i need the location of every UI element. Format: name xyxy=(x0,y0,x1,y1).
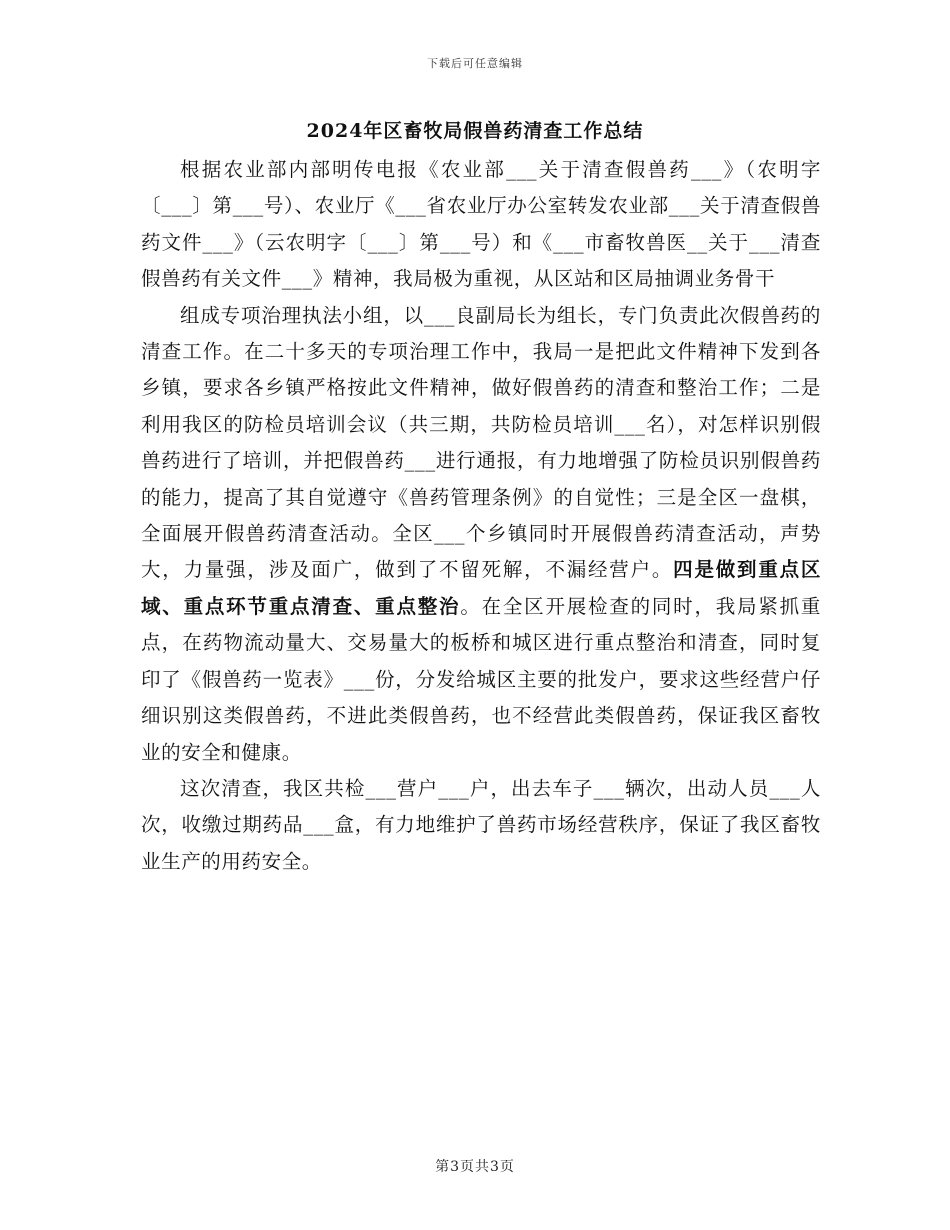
document-title: 2024年区畜牧局假兽药清查工作总结 xyxy=(306,120,644,142)
paragraph-2-bold-text: 四是做到重点区域、重点环节重点清查、重点整治 xyxy=(141,558,821,618)
paragraph-2-text-before: 组成专项治理执法小组，以___良副局长为组长，专门负责此次假兽药的清查工作。在二十多天的专项治理工作中，我局一是把此文件精神下发到各乡镇，要求各乡镇严格按此文件精神，做好假兽药的清查和整治工作；二是利用我区的防检员培训会议（共三期，共防检员培训___名），对怎样识别假兽药进行了培训，并把假兽药___进行通报，有力地增强了防检员识别假兽药的能力，提高了其自觉遵守《兽药管理条例》的自觉性；三是全区一盘棋，全面展开假兽药清查活动。全区___个乡镇同时开展假兽药清查活动，声势大，力量强，涉及面广，做到了不留死解，不漏经营户。 xyxy=(141,303,821,582)
page-number: 第3页共3页 xyxy=(435,1159,515,1175)
document-body xyxy=(141,152,821,880)
paragraph-2 xyxy=(141,298,821,771)
paragraph-1: 根据农业部内部明传电报《农业部___关于清查假兽药___》（农明字〔___〕第___号）、农业厅《___省农业厅办公室转发农业部___关于清查假兽药文件___》（云农明字〔___〕第___号）和《___市畜牧兽医__关于___清查假兽药有关文件___》精神，我局极为重视，从区站和区局抽调业务骨干 xyxy=(141,158,821,291)
page-header-note: 下载后可任意编辑 xyxy=(427,57,523,70)
paragraph-3: 这次清查，我区共检___营户___户，出去车子___辆次，出动人员___人次，收缴过期药品___盒，有力地维护了兽药市场经营秩序，保证了我区畜牧业生产的用药安全。 xyxy=(141,776,821,873)
paragraph-2-text-after: 。在全区开展检查的同时，我局紧抓重点，在药物流动量大、交易量大的板桥和城区进行重点整治和清查，同时复印了《假兽药一览表》___份，分发给城区主要的批发户，要求这些经营户仔细识别这类假兽药，不进此类假兽药，也不经营此类假兽药，保证我区畜牧业的安全和健康。 xyxy=(141,594,821,764)
